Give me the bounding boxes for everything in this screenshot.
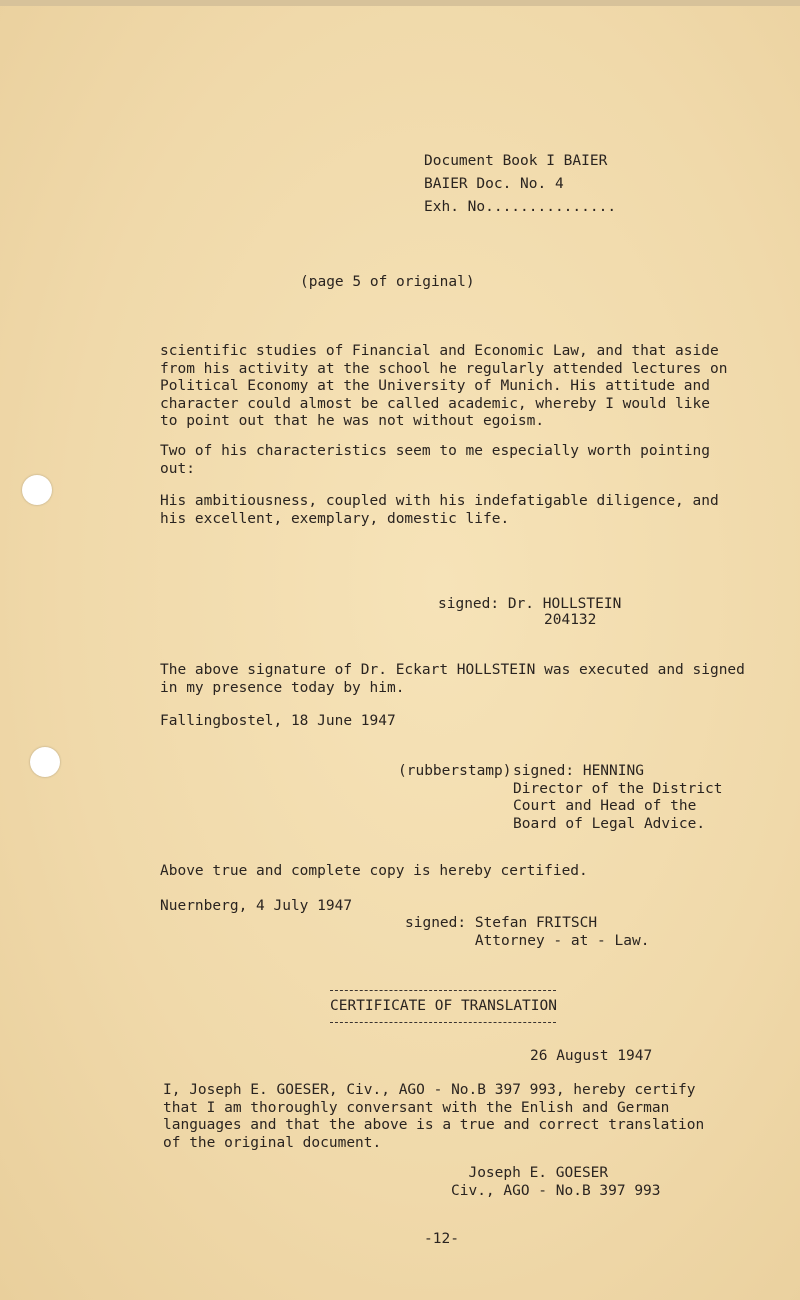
body-paragraph-3: His ambitiousness, coupled with his indefatigable diligence, and his excellent, exemplary, domestic life.	[160, 493, 719, 527]
hollstein-signature: signed: Dr. HOLLSTEIN	[438, 596, 622, 612]
copy-certification: Above true and complete copy is hereby certified.	[160, 863, 588, 879]
page-top-edge	[0, 0, 800, 6]
signature-attestation: The above signature of Dr. Eckart HOLLSTEIN was executed and signed in my presence today by him.	[160, 662, 745, 696]
body-paragraph-2: Two of his characteristics seem to me especially worth pointing out:	[160, 443, 710, 477]
henning-signature-block: signed: HENNING Director of the District Court and Head of the Board of Legal Advice.	[513, 763, 723, 832]
translation-certificate-text: I, Joseph E. GOESER, Civ., AGO - No.B 397 993, hereby certify that I am thoroughly conversant with the Enlish and German languages and that the above is a true and correct translation of the original document.	[163, 1082, 705, 1151]
exhibit-number-line: Exh. No...............	[424, 199, 617, 215]
page-number: -12-	[424, 1231, 459, 1247]
fritsch-signature-block: signed: Stefan FRITSCH Attorney - at - Law.	[405, 915, 650, 949]
attestation-place-date: Fallingbostel, 18 June 1947	[160, 713, 396, 729]
translation-certificate-heading: CERTIFICATE OF TRANSLATION	[330, 998, 557, 1014]
page-of-original-note: (page 5 of original)	[300, 274, 475, 290]
body-paragraph-1: scientific studies of Financial and Economic Law, and that aside from his activity at the school he regularly attended lectures on Political Economy at the University of Munich. His attitude and character could almost be called academic, whereby I would like to point out that he was not without egoism.	[160, 343, 728, 429]
hollstein-number: 204132	[544, 612, 597, 628]
rubberstamp-label: (rubberstamp)	[398, 763, 512, 779]
punch-hole-upper	[22, 475, 52, 505]
heading-rule-bottom	[330, 1022, 556, 1023]
doc-number-line: BAIER Doc. No. 4	[424, 176, 564, 192]
translation-date: 26 August 1947	[530, 1048, 653, 1064]
doc-book-line: Document Book I BAIER	[424, 153, 608, 169]
heading-rule-top	[330, 990, 556, 991]
goeser-signature-block: Joseph E. GOESER Civ., AGO - No.B 397 993	[451, 1165, 661, 1199]
copy-place-date: Nuernberg, 4 July 1947	[160, 898, 353, 914]
punch-hole-lower	[30, 747, 60, 777]
